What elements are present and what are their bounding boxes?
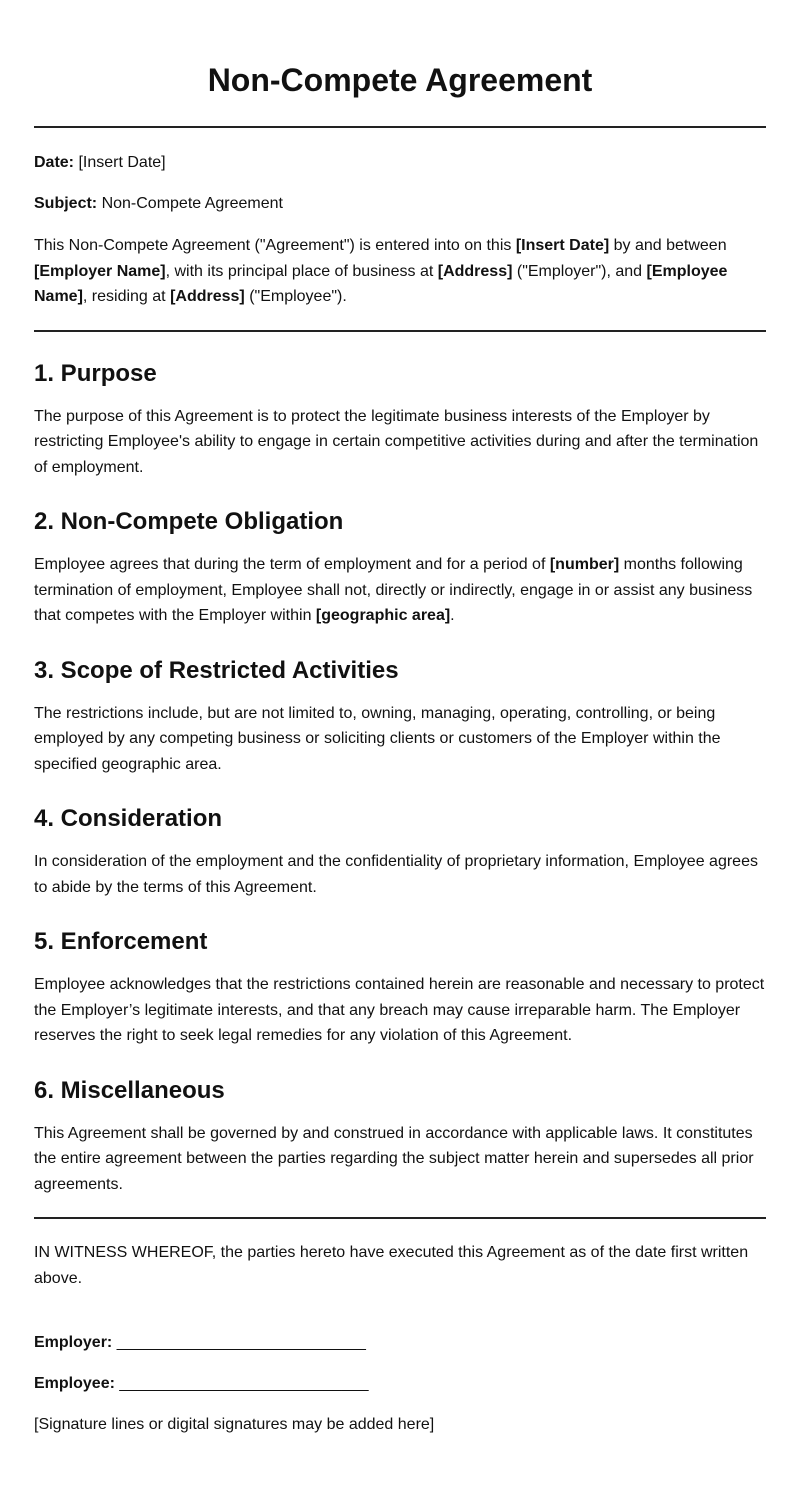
section-body: Employee acknowledges that the restrictions contained herein are reasonable and necessary to protect the Employer’s legitimate interests, and that any breach may cause irreparable harm. The Employer reserves the right to seek legal remedies for any violation of this Agreement. [34,976,765,1044]
date-line [34,152,766,174]
section-enforcement [34,927,766,1049]
employee-label: Employee: [34,1375,115,1392]
employer-signature-blank: ____________________________ [112,1334,366,1351]
date-label: Date: [34,154,75,171]
intro-placeholder-employer-address: [Address] [437,262,513,280]
section-body: This Agreement shall be governed by and construed in accordance with applicable laws. It constitutes the entire agreement between the parties regarding the subject matter herein and supersedes all prior agreements. [34,1124,754,1193]
intro-placeholder-employer-name: [Employer Name] [34,262,166,280]
placeholder-geographic-area: [geographic area] [315,607,451,624]
employee-signature-line [34,1373,766,1395]
section-non-compete-obligation [34,507,766,629]
section-consideration [34,804,766,900]
intro-text: ("Employer"), and [512,262,647,280]
placeholder-number: [number] [549,556,620,573]
intro-paragraph [34,233,766,310]
intro-placeholder-employee-name: [Employee Name] [34,262,728,305]
section-heading: 6. Miscellaneous [34,1076,225,1104]
section-body: The restrictions include, but are not limited to, owning, managing, operating, controlling, or being employed by any competing business or soliciting clients or customers of the Employer within the specified geographic area. [34,704,721,773]
obligation-text: . [450,607,455,624]
intro-text: ("Employee"). [244,288,347,305]
intro-text: This Non-Compete Agreement ("Agreement") is entered into on this [34,237,516,254]
employee-signature-blank: ____________________________ [114,1375,369,1392]
section-scope [34,656,766,778]
intro-text: , residing at [82,288,171,305]
subject-line [34,193,766,215]
subject-value: Non-Compete Agreement [97,195,283,212]
obligation-text: months following termination of employment, Employee shall not, directly or indirectly, engage in or assist any business that competes with the Employer within [34,556,753,624]
intro-text: by and between [609,237,727,254]
witness-paragraph: IN WITNESS WHEREOF, the parties hereto have executed this Agreement as of the date first written above. [34,1244,749,1287]
section-heading: 4. Consideration [34,805,223,832]
divider-intro [34,330,766,332]
section-miscellaneous [34,1076,766,1198]
date-value: [Insert Date] [74,154,166,171]
intro-placeholder-date: [Insert Date] [515,237,610,254]
section-body: In consideration of the employment and the confidentiality of proprietary information, Employee agrees to abide by the terms of this Agreement. [34,853,758,896]
intro-placeholder-employee-address: [Address] [170,288,245,305]
section-purpose [34,359,766,481]
employer-signature-line [34,1332,766,1354]
document-title: Non-Compete Agreement [207,62,593,98]
section-heading: 5. Enforcement [34,928,208,955]
intro-text: , with its principal place of business at [165,262,438,280]
section-body [34,552,766,629]
subject-label: Subject: [34,195,98,212]
signature-note: [Signature lines or digital signatures may be added here] [34,1416,435,1433]
section-body: The purpose of this Agreement is to protect the legitimate business interests of the Employer by restricting Employee's ability to engage in certain competitive activities during and after the termination of employment. [34,407,759,476]
divider-end [34,1217,766,1219]
divider-top [34,126,766,128]
employer-label: Employer: [34,1334,113,1351]
section-heading: 2. Non-Compete Obligation [34,508,344,535]
section-heading: 3. Scope of Restricted Activities [34,656,399,684]
obligation-text: Employee agrees that during the term of employment and for a period of [34,556,550,573]
section-heading: 1. Purpose [34,359,157,387]
